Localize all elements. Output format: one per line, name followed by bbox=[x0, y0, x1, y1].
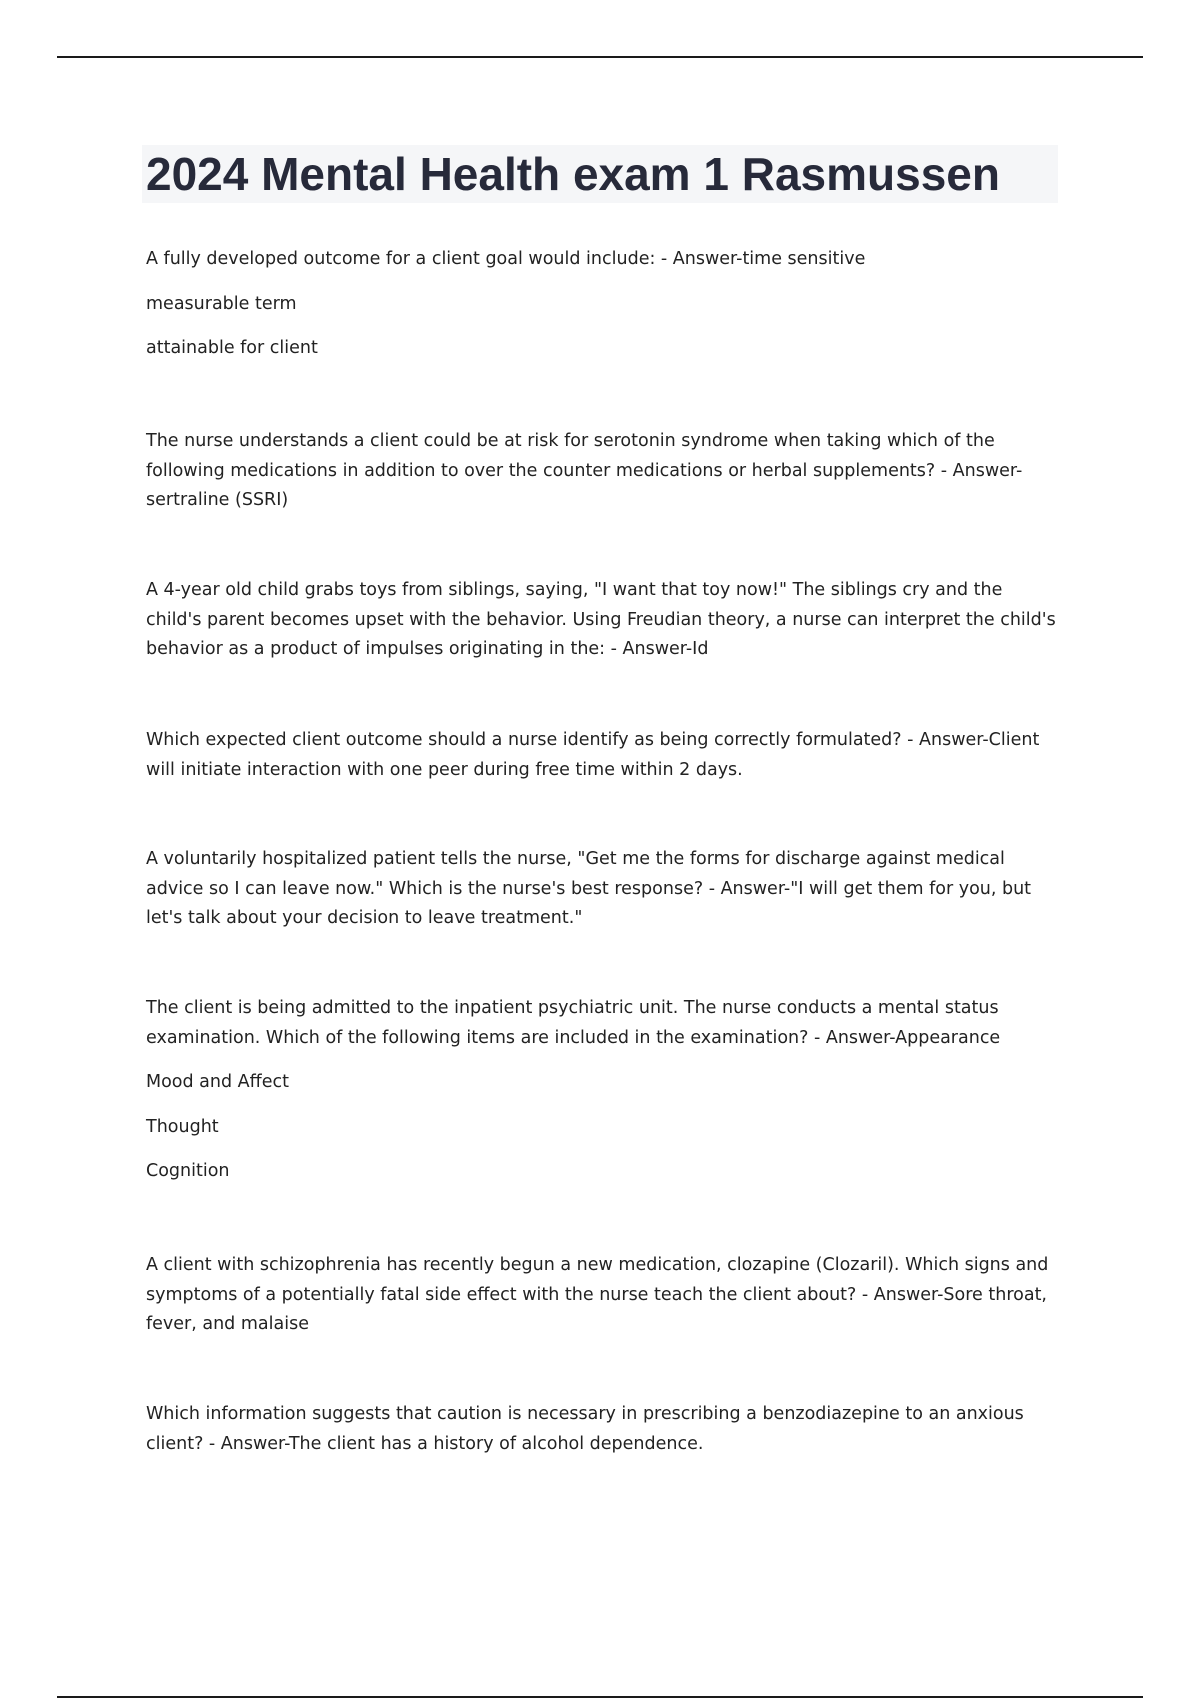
qa-item-5 bbox=[146, 845, 1056, 934]
qa-item-7 bbox=[146, 1251, 1056, 1340]
qa-item-6 bbox=[146, 994, 1056, 1202]
question-text: A client with schizophrenia has recently begun a new medication, clozapine (Clozaril). Which signs and symptoms of a potentially fatal side effect with the nurse teach the client about? - Answer-Sore throat, fever, and malaise bbox=[146, 1255, 1049, 1334]
question-text: Which expected client outcome should a nurse identify as being correctly formulated? - Answer-Client will initiate interaction with one peer during free time within 2 days. bbox=[146, 730, 1040, 780]
qa-item-3 bbox=[146, 576, 1056, 665]
question-text: A voluntarily hospitalized patient tells the nurse, "Get me the forms for discharge against medical advice so I can leave now." Which is the nurse's best response? - Answer-"I will get them for you, but let's talk about your decision to leave treatment." bbox=[146, 849, 1032, 928]
qa-item-8 bbox=[146, 1400, 1056, 1459]
top-rule bbox=[57, 56, 1143, 58]
answer-line: Mood and Affect bbox=[146, 1072, 289, 1092]
question-text: A fully developed outcome for a client goal would include: - Answer-time sensitive bbox=[146, 249, 866, 269]
qa-item-1 bbox=[146, 245, 1056, 379]
bottom-rule bbox=[57, 1696, 1143, 1698]
qa-item-2 bbox=[146, 427, 1056, 516]
answer-line: attainable for client bbox=[146, 338, 318, 358]
answer-line: measurable term bbox=[146, 293, 297, 314]
document-title: 2024 Mental Health exam 1 Rasmussen bbox=[142, 145, 1058, 203]
question-text: Which information suggests that caution is necessary in prescribing a benzodiazepine to an anxious client? - Answer-The client has a history of alcohol dependence. bbox=[146, 1404, 1024, 1454]
answer-line: Thought bbox=[146, 1116, 219, 1137]
question-text: The nurse understands a client could be at risk for serotonin syndrome when taking which of the following medications in addition to over the counter medications or herbal supplements? - Answer-sertraline (SSRI) bbox=[146, 431, 1023, 510]
question-text: The client is being admitted to the inpatient psychiatric unit. The nurse conducts a mental status examination. Which of the following items are included in the examination? - Answer-Appearance bbox=[146, 998, 1001, 1048]
qa-item-4 bbox=[146, 726, 1056, 785]
answer-line: Cognition bbox=[146, 1161, 230, 1181]
question-text: A 4-year old child grabs toys from siblings, saying, "I want that toy now!" The siblings cry and the child's parent becomes upset with the behavior. Using Freudian theory, a nurse can interpret the child's behavior as a product of impulses originating in the: - Answer-Id bbox=[146, 580, 1056, 659]
